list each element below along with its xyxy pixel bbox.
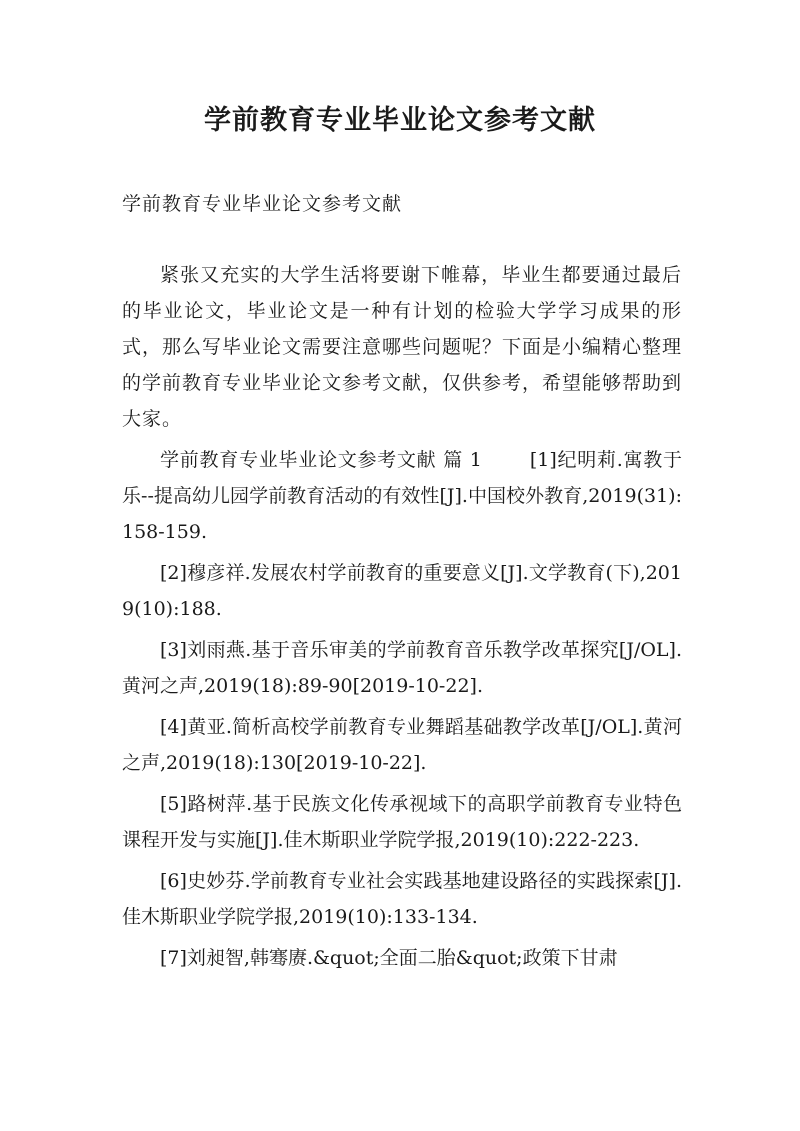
- document-title: 学前教育专业毕业论文参考文献: [204, 105, 596, 136]
- intro-paragraph: 紧张又充实的大学生活将要谢下帷幕，毕业生都要通过最后的毕业论文，毕业论文是一种有计划的检验大学学习成果的形式，那么写毕业论文需要注意哪些问题呢？下面是小编精心整理的学前教育专业毕业论文参考文献，仅供参考，希望能够帮助到大家。: [122, 264, 683, 430]
- reference-item-1: [1]纪明莉.寓教于乐--提高幼儿园学前教育活动的有效性[J].中国校外教育,2019(31):158-159.: [122, 449, 682, 543]
- document-body: [122, 257, 682, 981]
- section-heading: 学前教育专业毕业论文参考文献 篇 1: [160, 449, 482, 471]
- document-subtitle: 学前教育专业毕业论文参考文献: [122, 193, 403, 215]
- reference-item-3: [3]刘雨燕.基于音乐审美的学前教育音乐教学改革探究[J/OL].黄河之声,2019(18):89-90[2019-10-22].: [122, 639, 682, 697]
- reference-item-6: [6]史妙芬.学前教育专业社会实践基地建设路径的实践探索[J].佳木斯职业学院学报,2019(10):133-134.: [122, 870, 682, 928]
- reference-1-paragraph: [122, 442, 682, 550]
- reference-item-7: [7]刘昶智,韩骞赓.&quot;全面二胎&quot;政策下甘肃: [160, 947, 618, 969]
- reference-item-2: [2]穆彦祥.发展农村学前教育的重要意义[J].文学教育(下),2019(10):188.: [122, 562, 682, 620]
- reference-item-4: [4]黄亚.简析高校学前教育专业舞蹈基础教学改革[J/OL].黄河之声,2019(18):130[2019-10-22].: [122, 716, 682, 774]
- reference-item-5: [5]路树萍.基于民族文化传承视域下的高职学前教育专业特色课程开发与实施[J].佳木斯职业学院学报,2019(10):222-223.: [122, 793, 682, 851]
